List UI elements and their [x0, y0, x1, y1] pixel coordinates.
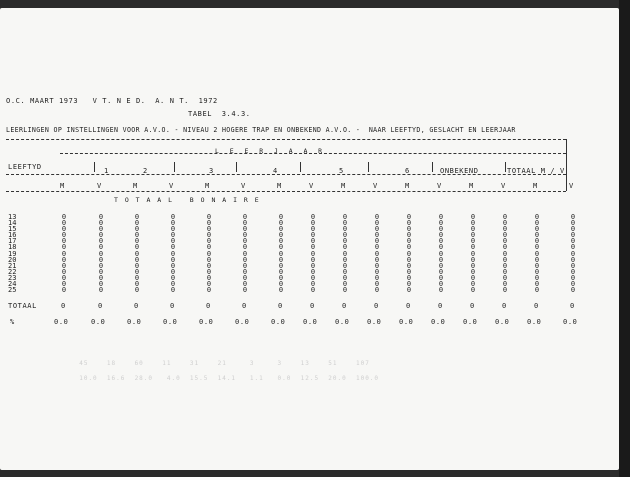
value-column: 0 0 0 0 0 0 0 0 0 0 0 0 0	[342, 213, 348, 295]
value-column: 0 0 0 0 0 0 0 0 0 0 0 0 0	[278, 213, 284, 295]
age-label: 22	[8, 267, 17, 276]
sex-heading: V	[373, 182, 378, 190]
totaal-value: 0	[470, 302, 475, 310]
totaal-value: 0	[242, 302, 247, 310]
age-label: 16	[8, 231, 17, 240]
age-label: 15	[8, 225, 17, 234]
totaal-value: 0	[502, 302, 507, 310]
value-column: 0 0 0 0 0 0 0 0 0 0 0 0 0	[170, 213, 176, 295]
age-label: 24	[8, 280, 17, 289]
pct-value: 0.0	[127, 318, 142, 326]
sex-heading: M	[60, 182, 65, 190]
value-column: 0 0 0 0 0 0 0 0 0 0 0 0 0	[206, 213, 212, 295]
age-label: 23	[8, 273, 17, 282]
binder-edge	[619, 0, 630, 477]
sex-heading: M	[205, 182, 210, 190]
sex-heading: V	[169, 182, 174, 190]
group-separator	[174, 162, 175, 172]
sex-heading: V	[501, 182, 506, 190]
value-column: 0 0 0 0 0 0 0 0 0 0 0 0 0	[242, 213, 248, 295]
leeftyd-heading: LEEFTYD	[8, 163, 42, 171]
sex-heading: V	[97, 182, 102, 190]
pct-value: 0.0	[367, 318, 382, 326]
rule-sex	[6, 191, 566, 192]
pct-value: 0.0	[163, 318, 178, 326]
sex-heading: V	[437, 182, 442, 190]
group-heading: 6	[405, 167, 410, 175]
value-column: 0 0 0 0 0 0 0 0 0 0 0 0 0	[534, 213, 540, 295]
pct-value: 0.0	[303, 318, 318, 326]
sex-heading: M	[133, 182, 138, 190]
pct-value: 0.0	[271, 318, 286, 326]
sex-heading: M	[405, 182, 410, 190]
pct-value: 0.0	[431, 318, 446, 326]
sex-heading: M	[277, 182, 282, 190]
totaal-value: 0	[310, 302, 315, 310]
value-column: 0 0 0 0 0 0 0 0 0 0 0 0 0	[502, 213, 508, 295]
rule-right	[566, 139, 567, 191]
section-heading: T O T A A L B O N A I R E	[114, 196, 261, 204]
totaal-label: TOTAAL	[8, 302, 37, 310]
group-separator	[94, 162, 95, 172]
age-label: 25	[8, 286, 17, 295]
group-heading: 4	[273, 167, 278, 175]
pct-value: 0.0	[495, 318, 510, 326]
group-heading: 5	[339, 167, 344, 175]
age-label: 20	[8, 255, 17, 264]
value-column: 0 0 0 0 0 0 0 0 0 0 0 0 0	[98, 213, 104, 295]
totaal-value: 0	[170, 302, 175, 310]
age-label: 18	[8, 243, 17, 252]
rule-groups	[6, 174, 566, 175]
totaal-value: 0	[570, 302, 575, 310]
age-label: 21	[8, 261, 17, 270]
sex-heading: M	[341, 182, 346, 190]
totaal-value: 0	[438, 302, 443, 310]
pct-value: 0.0	[235, 318, 250, 326]
pct-value: 0.0	[54, 318, 69, 326]
group-heading: 1	[104, 167, 109, 175]
pct-value: 0.0	[199, 318, 214, 326]
value-column: 0 0 0 0 0 0 0 0 0 0 0 0 0	[406, 213, 412, 295]
leerjaar-heading: L E E R J A A R	[215, 147, 324, 155]
age-label: 14	[8, 219, 17, 228]
group-separator	[300, 162, 301, 172]
bleed-through-row: 45 18 60 11 31 21 3 3 13 51 107	[70, 360, 370, 367]
totaal-value: 0	[98, 302, 103, 310]
group-separator	[432, 162, 433, 172]
sex-heading: M	[469, 182, 474, 190]
group-separator	[236, 162, 237, 172]
totaal-value: 0	[134, 302, 139, 310]
group-heading: TOTAAL M / V	[507, 167, 565, 175]
value-column: 0 0 0 0 0 0 0 0 0 0 0 0 0	[570, 213, 576, 295]
pct-value: 0.0	[399, 318, 414, 326]
group-separator	[368, 162, 369, 172]
header-line: O.C. MAART 1973 V T. N E D. A. N T. 1972	[6, 97, 218, 105]
age-labels	[8, 214, 16, 293]
group-heading: 3	[209, 167, 214, 175]
value-column: 0 0 0 0 0 0 0 0 0 0 0 0 0	[438, 213, 444, 295]
age-label: 19	[8, 249, 17, 258]
sex-heading: V	[241, 182, 246, 190]
value-column: 0 0 0 0 0 0 0 0 0 0 0 0 0	[374, 213, 380, 295]
sex-heading: V	[569, 182, 574, 190]
totaal-value: 0	[61, 302, 66, 310]
totaal-value: 0	[342, 302, 347, 310]
pct-value: 0.0	[91, 318, 106, 326]
value-column: 0 0 0 0 0 0 0 0 0 0 0 0 0	[61, 213, 67, 295]
totaal-value: 0	[206, 302, 211, 310]
pct-value: 0.0	[463, 318, 478, 326]
table-title: LEERLINGEN OP INSTELLINGEN VOOR A.V.O. - NIVEAU 2 HOGERE TRAP EN ONBEKEND A.V.O. - NAAR LEEFTYD, GESLACHT EN LEERJAAR	[6, 126, 516, 134]
totaal-value: 0	[374, 302, 379, 310]
table-label: TABEL 3.4.3.	[188, 110, 251, 118]
group-heading: 2	[143, 167, 148, 175]
value-column: 0 0 0 0 0 0 0 0 0 0 0 0 0	[470, 213, 476, 295]
pct-value: 0.0	[335, 318, 350, 326]
age-label: 13	[8, 213, 17, 221]
bleed-through-row: 10.0 16.6 28.0 4.0 15.5 14.1 1.1 0.0 12.5 20.0 100.0	[70, 375, 380, 382]
pct-label: %	[10, 318, 15, 326]
value-column: 0 0 0 0 0 0 0 0 0 0 0 0 0	[310, 213, 316, 295]
rule-top	[6, 139, 566, 140]
pct-value: 0.0	[563, 318, 578, 326]
group-separator	[505, 162, 506, 172]
value-column: 0 0 0 0 0 0 0 0 0 0 0 0 0	[134, 213, 140, 295]
totaal-value: 0	[406, 302, 411, 310]
sex-heading: V	[309, 182, 314, 190]
group-heading: ONBEKEND	[440, 167, 479, 175]
sex-heading: M	[533, 182, 538, 190]
age-label: 17	[8, 237, 17, 246]
pct-value: 0.0	[527, 318, 542, 326]
document-page	[0, 8, 619, 470]
totaal-value: 0	[534, 302, 539, 310]
totaal-value: 0	[278, 302, 283, 310]
